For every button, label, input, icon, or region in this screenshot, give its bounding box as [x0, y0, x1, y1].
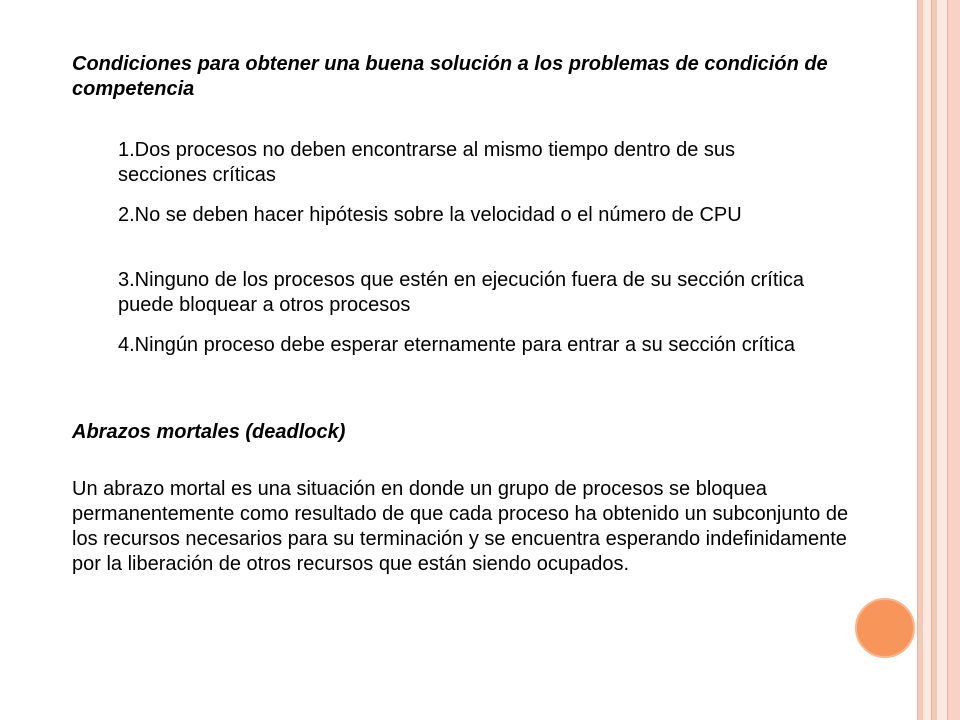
deadlock-heading: Abrazos mortales (deadlock) — [72, 421, 346, 443]
condition-item-1: 1.Dos procesos no deben encontrarse al mismo tiempo dentro de sus secciones críticas — [118, 139, 736, 186]
condition-item-2: 2.No se deben hacer hipótesis sobre la velocidad o el número de CPU — [118, 204, 742, 226]
decorative-edge-stripe — [937, 0, 947, 720]
conditions-heading: Condiciones para obtener una buena solución a los problemas de condición de competencia — [72, 53, 828, 100]
decorative-edge-line — [917, 0, 918, 720]
decorative-circle-icon — [855, 598, 915, 658]
condition-item-3: 3.Ninguno de los procesos que estén en ejecución fuera de su sección crítica puede bloquear a otros procesos — [118, 269, 804, 316]
decorative-edge-stripe — [947, 0, 960, 720]
decorative-edge-line — [931, 0, 932, 720]
deadlock-paragraph: Un abrazo mortal es una situación en donde un grupo de procesos se bloquea permanentemente como resultado de que cada proceso ha obtenido un subconjunto de los recursos necesarios para su terminación y se encuentra esperando indefinidamente por la liberación de otros recursos que están siendo ocupados. — [72, 478, 849, 575]
condition-item-4: 4.Ningún proceso debe esperar eternamente para entrar a su sección crítica — [118, 334, 796, 356]
decorative-edge-stripe — [923, 0, 931, 720]
decorative-edge-line — [947, 0, 948, 720]
